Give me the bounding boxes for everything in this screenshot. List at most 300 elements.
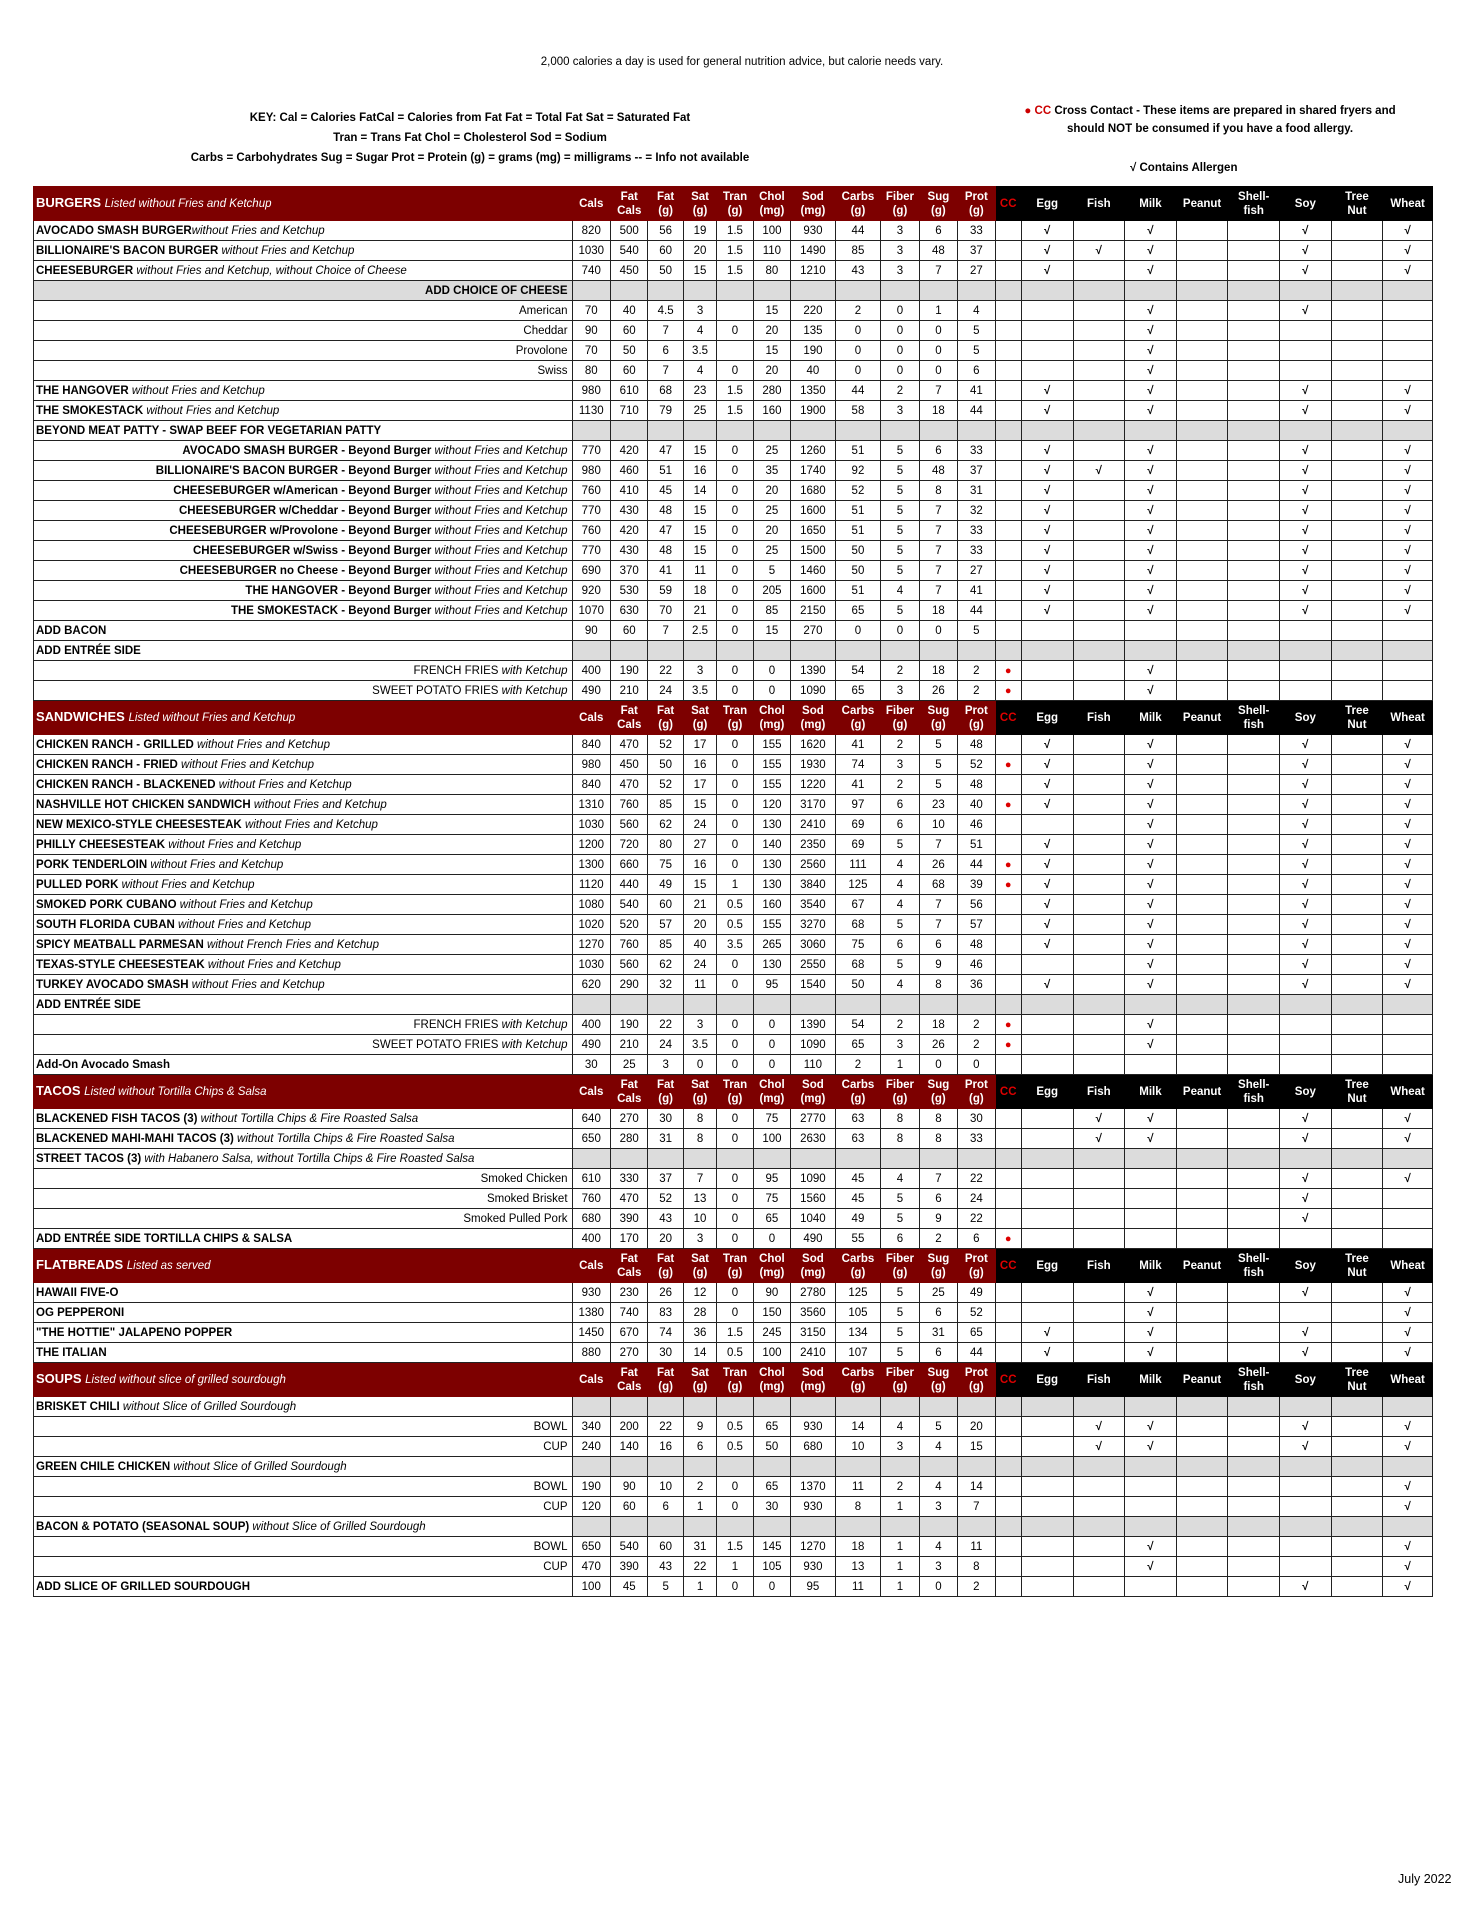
allergen-cell [1125,935,1177,955]
item-desc: without Fries and Ketchup [241,818,378,831]
column-header [958,701,995,735]
column-header-top: Chol [759,190,785,203]
empty-cell [995,641,1021,661]
allergen-cell [1125,1229,1177,1249]
nutrient-value: 69 [835,835,881,855]
allergen-cell [1176,341,1228,361]
column-header [835,701,881,735]
nutrient-value: 340 [572,1417,610,1437]
nutrient-value: 16 [683,855,716,875]
item-desc: without Fries and Ketchup [177,758,315,771]
allergen-cell [1125,1323,1177,1343]
allergen-check: √ [1044,224,1051,237]
item-name [34,241,573,261]
empty-cell [1331,1517,1383,1537]
item-name [34,1229,573,1249]
column-header [572,701,610,735]
menu-item-row [34,1109,1433,1129]
empty-cell [1331,421,1383,441]
option-name [34,1417,573,1437]
nutrient-value: 5 [881,1323,919,1343]
nutrient-value: 50 [753,1437,790,1457]
empty-cell [995,1457,1021,1477]
subsection-row [34,281,1433,301]
option-label: BOWL [533,1540,568,1553]
nutrient-value: 0 [753,661,790,681]
column-header-top: Tran [722,704,748,717]
allergen-cell [1383,261,1433,281]
allergen-cell [1383,1437,1433,1457]
allergen-header [1383,701,1433,735]
allergen-cell [1021,1169,1073,1189]
empty-cell [1125,641,1177,661]
allergen-check: √ [1302,1132,1309,1145]
option-name [34,1189,573,1209]
menu-item-row [34,681,1433,701]
column-header-bottom: (g) [692,1380,708,1393]
nutrient-value: 6 [919,441,957,461]
allergen-check: √ [1147,304,1154,317]
allergen-cell [1331,1303,1383,1323]
nutrient-value: 0 [717,1283,753,1303]
nutrient-value: 6 [881,815,919,835]
empty-cell [1228,1397,1280,1417]
nutrient-value: 145 [753,1537,790,1557]
allergen-check: √ [1044,564,1051,577]
nutrient-value: 37 [648,1169,683,1189]
nutrient-value: 48 [919,241,957,261]
allergen-cell [1331,835,1383,855]
column-header [919,701,957,735]
empty-cell [1228,995,1280,1015]
column-header-top: Sug [927,1366,950,1379]
nutrient-value: 0 [717,321,753,341]
item-desc: without Fries and Ketchup [193,738,330,751]
allergen-check: √ [1302,504,1309,517]
menu-item-row [34,581,1433,601]
revision-date: July 2022 [1398,1872,1452,1886]
allergen-check: √ [1302,564,1309,577]
cc-cell [995,1437,1021,1457]
item-desc: without Fries and Ketchup [147,858,284,871]
menu-item-row [34,1283,1433,1303]
nutrient-value: 15 [683,795,716,815]
allergen-cell [1228,1283,1280,1303]
nutrient-value: 1270 [791,1537,836,1557]
allergen-cell [1073,1343,1125,1363]
allergen-cell [1280,835,1332,855]
allergen-cell [1125,681,1177,701]
menu-item-row [34,321,1433,341]
subsection-title: ADD ENTRÉE SIDE [36,998,141,1011]
allergen-cell [1176,955,1228,975]
nutrient-value: 17 [683,775,716,795]
option-name [34,341,573,361]
allergen-cell [1125,501,1177,521]
allergen-cell [1383,461,1433,481]
allergen-cell [1073,815,1125,835]
nutrient-value: 85 [648,935,683,955]
allergen-check: √ [1147,1346,1154,1359]
nutrient-value: 6 [958,361,995,381]
cc-cell [995,895,1021,915]
nutrient-value: 460 [610,461,647,481]
allergen-cell [1176,835,1228,855]
empty-cell [572,281,610,301]
nutrient-value: 6 [919,1189,957,1209]
allergen-check: √ [1044,878,1051,891]
nutrient-value: 5 [919,775,957,795]
allergen-cell [1073,381,1125,401]
item-name [34,221,573,241]
empty-cell [572,1457,610,1477]
nutrient-value: 15 [683,521,716,541]
allergen-cell [1383,481,1433,501]
allergen-header [1331,1075,1383,1109]
nutrient-value: 0 [835,341,881,361]
column-header-bottom: (g) [727,1092,743,1105]
nutrient-value: 4 [881,875,919,895]
nutrient-value: 0 [717,581,753,601]
section-note: Listed without Tortilla Chips & Salsa [84,1086,267,1098]
allergen-header-bottom: fish [1243,204,1264,217]
allergen-cell [1331,975,1383,995]
subsection-label [34,641,573,661]
allergen-header [1228,1249,1280,1283]
allergen-cell [1383,241,1433,261]
nutrient-value: 7 [648,321,683,341]
allergen-check: √ [1147,758,1154,771]
nutrient-value: 270 [610,1109,647,1129]
nutrient-value: 3.5 [683,681,716,701]
item-desc: without Fries and Ketchup [431,484,568,497]
nutrient-value: 0 [919,361,957,381]
nutrient-value: 0 [717,441,753,461]
nutrient-value: 7 [919,381,957,401]
option-desc: with Ketchup [498,1018,568,1031]
cc-cell [995,321,1021,341]
empty-cell [995,281,1021,301]
allergen-cell [1331,1189,1383,1209]
allergen-cell [1383,221,1433,241]
column-header [610,701,647,735]
nutrient-value: 18 [919,601,957,621]
allergen-cell [1073,1189,1125,1209]
nutrient-value: 65 [753,1477,790,1497]
allergen-header [1228,187,1280,221]
nutrient-value: 31 [958,481,995,501]
allergen-cell [1073,581,1125,601]
empty-cell [995,1397,1021,1417]
allergen-cell [1073,875,1125,895]
allergen-cell [1073,895,1125,915]
item-title: BILLIONAIRE'S BACON BURGER [36,244,219,257]
empty-cell [648,281,683,301]
nutrient-value: 420 [610,521,647,541]
empty-cell [717,421,753,441]
nutrient-value: 770 [572,541,610,561]
allergen-cell [1125,1497,1177,1517]
cc-cell [995,855,1021,875]
allergen-cell [1125,561,1177,581]
nutrient-value: 2 [881,775,919,795]
menu-item-row [34,621,1433,641]
nutrient-value: 400 [572,661,610,681]
allergen-header-top: Tree [1345,190,1369,203]
nutrient-value: 15 [683,875,716,895]
allergen-cell [1383,1055,1433,1075]
column-header-top: Sat [691,1252,709,1265]
nutrient-value: 22 [648,661,683,681]
allergen-cell [1280,855,1332,875]
allergen-check: √ [1404,584,1411,597]
item-title: CHICKEN RANCH - FRIED [36,758,178,771]
section-note: Listed without slice of grilled sourdough [85,1374,286,1386]
nutrient-value: 48 [958,735,995,755]
nutrient-value: 1.5 [717,261,753,281]
allergen-check: √ [1302,1326,1309,1339]
column-header [881,701,919,735]
nutrient-value: 60 [610,361,647,381]
item-name [34,1283,573,1303]
allergen-check: √ [1147,324,1154,337]
allergen-cell [1228,815,1280,835]
column-header-bottom: Cals [617,1380,642,1393]
allergen-check: √ [1147,484,1154,497]
nutrient-value: 2550 [791,955,836,975]
allergen-cell [1073,1015,1125,1035]
allergen-cell [1280,441,1332,461]
nutrient-value: 60 [610,1497,647,1517]
allergen-cell [1073,915,1125,935]
allergen-cell [1331,661,1383,681]
allergen-cell [1176,915,1228,935]
allergen-cell [1331,321,1383,341]
column-header [919,1249,957,1283]
nutrient-value: 490 [572,681,610,701]
item-title: PHILLY CHEESESTEAK [36,838,166,851]
nutrient-value: 7 [683,1169,716,1189]
allergen-cell [1021,581,1073,601]
menu-item-row [34,975,1433,995]
nutrient-value: 1 [881,1055,919,1075]
nutrient-value: 0 [717,1189,753,1209]
nutrient-value: 22 [958,1209,995,1229]
allergen-cell [1125,1577,1177,1597]
cc-cell [995,1577,1021,1597]
nutrient-value: 0 [717,815,753,835]
column-header-top: Sod [802,190,824,203]
allergen-header-bottom: Egg [1036,197,1059,210]
cc-cell [995,1557,1021,1577]
option-label: Cheddar [523,324,568,337]
allergen-cell [1021,1129,1073,1149]
item-desc: without Fries and Ketchup [431,544,568,557]
nutrient-value: 54 [835,1015,881,1035]
nutrient-value: 7 [919,521,957,541]
nutrient-value: 1080 [572,895,610,915]
menu-item-row [34,755,1433,775]
empty-cell [610,1397,647,1417]
allergen-check: √ [1147,858,1154,871]
section-title-text: SOUPS [36,1371,82,1386]
empty-cell [1383,281,1433,301]
item-title: OG PEPPERONI [36,1306,125,1319]
allergen-cell [1125,401,1177,421]
subsection-label [34,1457,573,1477]
nutrient-value: 0 [919,1577,957,1597]
column-header [791,187,836,221]
allergen-cell [1228,661,1280,681]
nutrient-value: 2 [881,1015,919,1035]
menu-item-row [34,1437,1433,1457]
allergen-cell [1073,1477,1125,1497]
item-name [34,815,573,835]
nutrient-value: 2780 [791,1283,836,1303]
nutrient-value: 20 [753,481,790,501]
nutrient-value: 11 [958,1537,995,1557]
allergen-check: √ [1404,758,1411,771]
empty-cell [919,995,957,1015]
section-note: Listed without Fries and Ketchup [104,198,272,210]
allergen-header [1073,1075,1125,1109]
allergen-cell [1331,1557,1383,1577]
column-header-bottom: (g) [658,1266,673,1279]
allergen-check: √ [1044,484,1051,497]
allergen-cell [1228,481,1280,501]
allergen-cell [1176,1557,1228,1577]
empty-cell [1280,1397,1332,1417]
item-desc: without Tortilla Chips & Fire Roasted Salsa [197,1112,419,1125]
empty-cell [791,281,836,301]
allergen-header-bottom: Egg [1036,1373,1059,1386]
item-desc: without French Fries and Ketchup [203,938,379,951]
nutrient-value: 5 [881,481,919,501]
allergen-check: √ [1147,918,1154,931]
allergen-header [1331,1249,1383,1283]
allergen-cell [1228,855,1280,875]
nutrient-value: 2 [835,1055,881,1075]
allergen-cell [1331,795,1383,815]
nutrient-value: 9 [919,1209,957,1229]
allergen-check: √ [1404,738,1411,751]
allergen-cell [1073,401,1125,421]
allergen-check: √ [1147,878,1154,891]
nutrient-value: 2 [958,661,995,681]
allergen-cell [1228,1055,1280,1075]
cc-header: CC [995,1363,1021,1397]
allergen-cell [1125,1189,1177,1209]
cc-cell [995,1323,1021,1343]
allergen-cell [1331,341,1383,361]
allergen-check: √ [1302,384,1309,397]
nutrient-value: 26 [648,1283,683,1303]
section-header-row [34,1075,1433,1109]
empty-cell [1021,641,1073,661]
nutrient-value [717,341,753,361]
allergen-check: √ [1302,1420,1309,1433]
empty-cell [881,281,919,301]
nutrient-value: 720 [610,835,647,855]
empty-cell [919,641,957,661]
allergen-header-bottom: fish [1243,1380,1264,1393]
nutrition-table-body [34,187,1433,1597]
nutrient-value: 1350 [791,381,836,401]
allergen-header-bottom: Wheat [1390,1085,1425,1098]
section-title [34,187,573,221]
nutrient-value: 4 [881,581,919,601]
allergen-cell [1383,1537,1433,1557]
nutrient-value: 3560 [791,1303,836,1323]
nutrient-value: 770 [572,441,610,461]
item-title: ADD ENTRÉE SIDE TORTILLA CHIPS & SALSA [36,1232,293,1245]
menu-item-row [34,521,1433,541]
key-line-2: Tran = Trans Fat Chol = Cholesterol Sod = Sodium [333,132,607,144]
nutrient-value: 270 [791,621,836,641]
allergen-cell [1280,755,1332,775]
menu-item-row [34,481,1433,501]
empty-cell [835,421,881,441]
nutrient-value: 1620 [791,735,836,755]
option-name [34,1537,573,1557]
nutrient-value: 540 [610,241,647,261]
allergen-header [1383,187,1433,221]
nutrient-value: 3060 [791,935,836,955]
option-name [34,1497,573,1517]
nutrient-value: 0.5 [717,1417,753,1437]
empty-cell [1125,281,1177,301]
column-header [753,1075,790,1109]
nutrient-value: 11 [683,561,716,581]
section-header-row [34,1363,1433,1397]
allergen-cell [1331,481,1383,501]
allergen-cell [1125,1283,1177,1303]
nutrient-value: 70 [572,341,610,361]
menu-item-row [34,895,1433,915]
allergen-cell [1280,681,1332,701]
allergen-header-bottom: fish [1243,718,1264,731]
nutrient-value: 1.5 [717,241,753,261]
allergen-cell [1331,1229,1383,1249]
item-title: CHICKEN RANCH - BLACKENED [36,778,216,791]
allergen-cell [1228,1129,1280,1149]
option-label: Smoked Brisket [487,1192,568,1205]
menu-item-row [34,221,1433,241]
cc-cell [995,975,1021,995]
cc-cell [995,1303,1021,1323]
column-header-bottom: (g) [969,718,984,731]
column-header-top: Sod [802,1366,824,1379]
nutrient-value: 63 [835,1109,881,1129]
allergen-cell [1021,1015,1073,1035]
allergen-cell [1280,1577,1332,1597]
allergen-cell [1176,935,1228,955]
nutrient-value: 49 [958,1283,995,1303]
allergen-cell [1228,561,1280,581]
empty-cell [1176,1457,1228,1477]
nutrient-value: 10 [648,1477,683,1497]
column-header-top: Sat [691,1366,709,1379]
item-name [34,261,573,281]
nutrient-value: 5 [881,955,919,975]
allergen-cell [1280,1303,1332,1323]
allergen-cell [1228,875,1280,895]
subsection-row [34,421,1433,441]
nutrient-value: 6 [648,1497,683,1517]
nutrient-value: 470 [610,735,647,755]
allergen-cell [1331,1577,1383,1597]
allergen-cell [1125,1055,1177,1075]
